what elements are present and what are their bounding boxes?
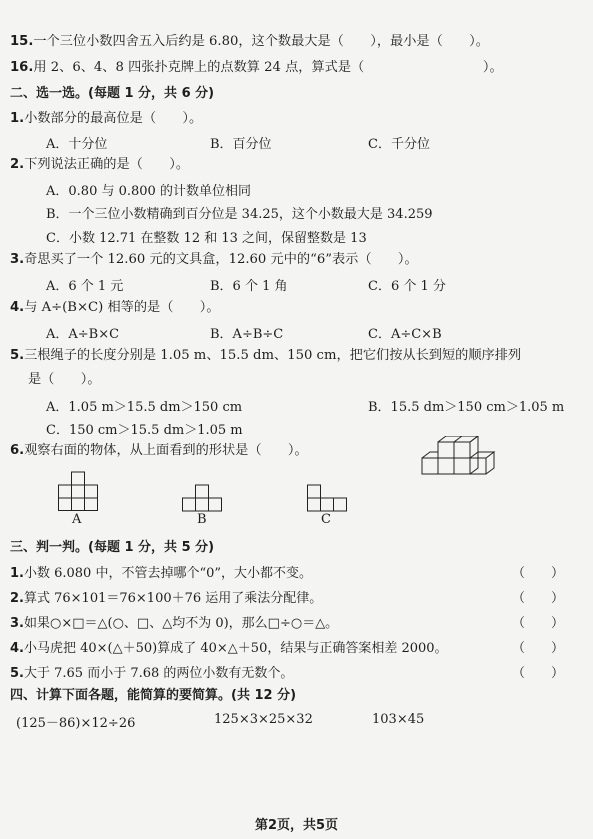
- option-c: C．150 cm＞15.5 dm＞1.05 m: [46, 423, 243, 438]
- question-number: 3.: [10, 252, 25, 267]
- answer-blank[interactable]: （ ）: [512, 566, 565, 581]
- option-a: A．A÷B×C: [46, 327, 120, 342]
- calc-expression-2: 125×3×25×32: [214, 712, 313, 727]
- mc-question-2: [10, 156, 189, 174]
- option-label-a: A: [72, 512, 82, 527]
- item-number: 2.: [10, 591, 24, 606]
- question-text: 与 A÷(B×C) 相等的是（ ）。: [24, 300, 220, 315]
- option-c: C．千分位: [368, 137, 430, 152]
- item-text: 小数 6.080 中，不管去掉哪个“0”，大小都不变。: [23, 566, 313, 581]
- option-b: B．一个三位小数精确到百分位是 34.25，这个小数最大是 34.259: [46, 207, 433, 222]
- question-number: 15.: [10, 34, 34, 49]
- question-text: 奇思买了一个 12.60 元的文具盒，12.60 元中的“6”表示（ ）。: [24, 252, 418, 267]
- question-number: 5.: [10, 348, 25, 363]
- option-a: A．0.80 与 0.800 的计数单位相同: [46, 184, 251, 199]
- judge-item-1: [10, 562, 312, 581]
- option-b: B．百分位: [210, 137, 272, 152]
- item-number: 5.: [10, 666, 24, 681]
- question-text: 一个三位小数四舍五入后约是 6.80，这个数最大是（ ），最小是（ ）。: [33, 34, 489, 49]
- item-number: 4.: [10, 641, 24, 656]
- calc-expression-1: (125－86)×12÷26: [16, 716, 136, 731]
- cube-stack-figure: [418, 436, 498, 478]
- view-option-c-figure: [307, 484, 347, 512]
- option-b: B．A÷B÷C: [210, 327, 284, 342]
- question-text: 小数部分的最高位是（ ）。: [24, 111, 203, 126]
- section-4-title: 四、计算下面各题，能简算的要简算。(共 12 分): [10, 688, 297, 703]
- mc-question-6: [10, 442, 308, 460]
- option-label-c: C: [321, 512, 331, 527]
- mc-question-3: [10, 251, 418, 269]
- mc-question-4: [10, 299, 220, 317]
- question-text: 观察右面的物体，从上面看到的形状是（ ）。: [24, 443, 308, 458]
- option-b: B．15.5 dm＞150 cm＞1.05 m: [368, 400, 565, 415]
- judge-item-5: [10, 662, 293, 681]
- item-number: 3.: [10, 616, 24, 631]
- item-text: 小马虎把 40×(△＋50)算成了 40×△＋50，结果与正确答案相差 2000。: [23, 641, 448, 656]
- item-text: 大于 7.65 而小于 7.68 的两位小数有无数个。: [23, 666, 294, 681]
- option-b: B．6 个 1 角: [210, 279, 288, 294]
- question-number: 6.: [10, 443, 25, 458]
- item-number: 1.: [10, 566, 24, 581]
- option-c: C．小数 12.71 在整数 12 和 13 之间，保留整数是 13: [46, 231, 367, 246]
- option-a: A．1.05 m＞15.5 dm＞150 cm: [46, 400, 243, 415]
- question-number: 2.: [10, 157, 25, 172]
- question-text: 三根绳子的长度分别是 1.05 m、15.5 dm、150 cm，把它们按从长到短的顺序排列: [24, 348, 522, 363]
- answer-blank[interactable]: （ ）: [512, 591, 565, 606]
- item-text: 如果○×□＝△(○、□、△均不为 0)，那么□÷○＝△。: [23, 616, 339, 631]
- judge-item-2: [10, 587, 322, 606]
- mc-question-1: [10, 110, 202, 128]
- page-footer: 第2页，共5页: [254, 818, 339, 833]
- question-number: 4.: [10, 300, 25, 315]
- question-number: 1.: [10, 111, 25, 126]
- answer-blank[interactable]: （ ）: [512, 641, 565, 656]
- option-label-b: B: [197, 512, 207, 527]
- section-2-title: 二、选一选。(每题 1 分，共 6 分): [10, 86, 215, 101]
- question-15: [10, 33, 489, 51]
- view-option-a-figure: [58, 471, 98, 511]
- view-option-b-figure: [182, 484, 222, 512]
- question-text: 用 2、6、4、8 四张扑克牌上的点数算 24 点，算式是（ ）。: [33, 60, 503, 75]
- option-c: C．A÷C×B: [368, 327, 442, 342]
- calc-expression-3: 103×45: [372, 712, 425, 727]
- question-text: 下列说法正确的是（ ）。: [24, 157, 190, 172]
- answer-blank[interactable]: （ ）: [512, 666, 565, 681]
- item-text: 算式 76×101＝76×100＋76 运用了乘法分配律。: [23, 591, 323, 606]
- option-c: C．6 个 1 分: [368, 279, 446, 294]
- answer-blank[interactable]: （ ）: [512, 616, 565, 631]
- option-a: A．6 个 1 元: [46, 279, 124, 294]
- judge-item-4: [10, 637, 448, 656]
- question-text-continued: 是（ ）。: [28, 372, 101, 387]
- mc-question-5: [10, 347, 521, 365]
- question-16: [10, 59, 503, 77]
- option-a: A．十分位: [46, 137, 108, 152]
- question-number: 16.: [10, 60, 34, 75]
- judge-item-3: [10, 612, 338, 631]
- section-3-title: 三、判一判。(每题 1 分，共 5 分): [10, 540, 215, 555]
